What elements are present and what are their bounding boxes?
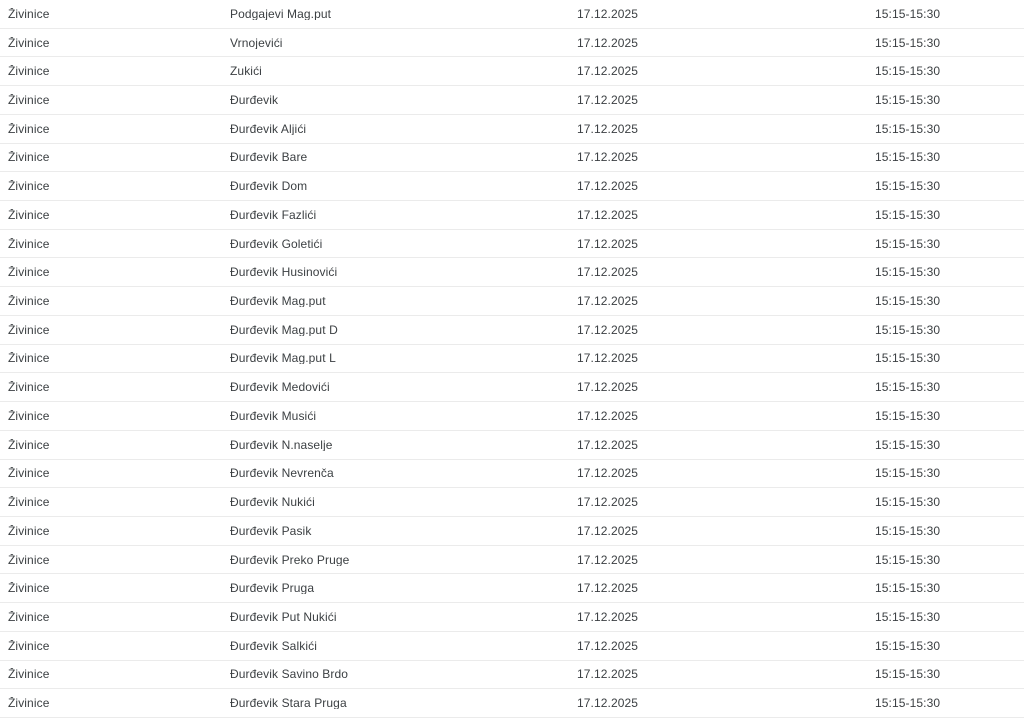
date-cell: 17.12.2025 <box>577 582 639 595</box>
table-row[interactable] <box>0 373 1024 402</box>
time-cell: 15:15-15:30 <box>875 151 941 164</box>
date-cell: 17.12.2025 <box>577 122 639 135</box>
place-cell: Đurđevik <box>230 94 279 107</box>
municipality-cell: Živinice <box>8 295 50 308</box>
place-cell: Đurđevik Musići <box>230 409 317 422</box>
place-cell: Đurđevik Husinovići <box>230 266 338 279</box>
place-cell: Đurđevik Aljići <box>230 122 307 135</box>
table-row[interactable] <box>0 632 1024 661</box>
place-cell: Đurđevik Mag.put <box>230 295 326 308</box>
place-cell: Đurđevik Savino Brdo <box>230 668 349 681</box>
time-cell: 15:15-15:30 <box>875 381 941 394</box>
place-cell: Đurđevik Stara Pruga <box>230 697 347 710</box>
municipality-cell: Živinice <box>8 381 50 394</box>
table-row[interactable] <box>0 402 1024 431</box>
date-cell: 17.12.2025 <box>577 323 639 336</box>
municipality-cell: Živinice <box>8 467 50 480</box>
table-row[interactable] <box>0 460 1024 489</box>
municipality-cell: Živinice <box>8 7 50 20</box>
date-cell: 17.12.2025 <box>577 438 639 451</box>
time-cell: 15:15-15:30 <box>875 438 941 451</box>
time-cell: 15:15-15:30 <box>875 467 941 480</box>
time-cell: 15:15-15:30 <box>875 180 941 193</box>
date-cell: 17.12.2025 <box>577 237 639 250</box>
table-row[interactable] <box>0 345 1024 374</box>
table-row[interactable] <box>0 258 1024 287</box>
table-row[interactable] <box>0 115 1024 144</box>
date-cell: 17.12.2025 <box>577 409 639 422</box>
place-cell: Đurđevik Pruga <box>230 582 315 595</box>
municipality-cell: Živinice <box>8 496 50 509</box>
municipality-cell: Živinice <box>8 94 50 107</box>
time-cell: 15:15-15:30 <box>875 668 941 681</box>
date-cell: 17.12.2025 <box>577 668 639 681</box>
date-cell: 17.12.2025 <box>577 7 639 20</box>
municipality-cell: Živinice <box>8 610 50 623</box>
municipality-cell: Živinice <box>8 237 50 250</box>
place-cell: Đurđevik Nukići <box>230 496 315 509</box>
table-row[interactable] <box>0 201 1024 230</box>
table-row[interactable] <box>0 431 1024 460</box>
date-cell: 17.12.2025 <box>577 496 639 509</box>
municipality-cell: Živinice <box>8 65 50 78</box>
table-row[interactable] <box>0 29 1024 58</box>
table-row[interactable] <box>0 689 1024 718</box>
time-cell: 15:15-15:30 <box>875 409 941 422</box>
date-cell: 17.12.2025 <box>577 381 639 394</box>
time-cell: 15:15-15:30 <box>875 553 941 566</box>
place-cell: Podgajevi Mag.put <box>230 7 332 20</box>
place-cell: Đurđevik N.naselje <box>230 438 333 451</box>
time-cell: 15:15-15:30 <box>875 295 941 308</box>
municipality-cell: Živinice <box>8 122 50 135</box>
time-cell: 15:15-15:30 <box>875 524 941 537</box>
municipality-cell: Živinice <box>8 352 50 365</box>
table-row[interactable] <box>0 488 1024 517</box>
municipality-cell: Živinice <box>8 266 50 279</box>
time-cell: 15:15-15:30 <box>875 94 941 107</box>
table-row[interactable] <box>0 86 1024 115</box>
time-cell: 15:15-15:30 <box>875 36 941 49</box>
municipality-cell: Živinice <box>8 323 50 336</box>
date-cell: 17.12.2025 <box>577 180 639 193</box>
time-cell: 15:15-15:30 <box>875 208 941 221</box>
time-cell: 15:15-15:30 <box>875 266 941 279</box>
time-cell: 15:15-15:30 <box>875 697 941 710</box>
municipality-cell: Živinice <box>8 208 50 221</box>
municipality-cell: Živinice <box>8 553 50 566</box>
date-cell: 17.12.2025 <box>577 266 639 279</box>
table-row[interactable] <box>0 0 1024 29</box>
date-cell: 17.12.2025 <box>577 65 639 78</box>
table-row[interactable] <box>0 517 1024 546</box>
municipality-cell: Živinice <box>8 409 50 422</box>
time-cell: 15:15-15:30 <box>875 352 941 365</box>
municipality-cell: Živinice <box>8 639 50 652</box>
municipality-cell: Živinice <box>8 524 50 537</box>
date-cell: 17.12.2025 <box>577 208 639 221</box>
place-cell: Đurđevik Put Nukići <box>230 610 337 623</box>
table-row[interactable] <box>0 144 1024 173</box>
table-row[interactable] <box>0 287 1024 316</box>
place-cell: Đurđevik Bare <box>230 151 308 164</box>
time-cell: 15:15-15:30 <box>875 610 941 623</box>
time-cell: 15:15-15:30 <box>875 639 941 652</box>
municipality-cell: Živinice <box>8 151 50 164</box>
date-cell: 17.12.2025 <box>577 639 639 652</box>
place-cell: Zukići <box>230 65 262 78</box>
table-row[interactable] <box>0 661 1024 690</box>
municipality-cell: Živinice <box>8 36 50 49</box>
date-cell: 17.12.2025 <box>577 467 639 480</box>
date-cell: 17.12.2025 <box>577 524 639 537</box>
table-row[interactable] <box>0 574 1024 603</box>
date-cell: 17.12.2025 <box>577 553 639 566</box>
time-cell: 15:15-15:30 <box>875 7 941 20</box>
place-cell: Đurđevik Goletići <box>230 237 323 250</box>
place-cell: Đurđevik Dom <box>230 180 308 193</box>
date-cell: 17.12.2025 <box>577 36 639 49</box>
place-cell: Vrnojevići <box>230 36 283 49</box>
place-cell: Đurđevik Nevrenča <box>230 467 334 480</box>
time-cell: 15:15-15:30 <box>875 496 941 509</box>
municipality-cell: Živinice <box>8 697 50 710</box>
place-cell: Đurđevik Medovići <box>230 381 330 394</box>
time-cell: 15:15-15:30 <box>875 122 941 135</box>
date-cell: 17.12.2025 <box>577 697 639 710</box>
municipality-cell: Živinice <box>8 668 50 681</box>
date-cell: 17.12.2025 <box>577 610 639 623</box>
place-cell: Đurđevik Preko Pruge <box>230 553 350 566</box>
table-row[interactable] <box>0 546 1024 575</box>
place-cell: Đurđevik Mag.put D <box>230 323 338 336</box>
table-row[interactable] <box>0 57 1024 86</box>
time-cell: 15:15-15:30 <box>875 237 941 250</box>
date-cell: 17.12.2025 <box>577 295 639 308</box>
time-cell: 15:15-15:30 <box>875 582 941 595</box>
table-row[interactable] <box>0 603 1024 632</box>
place-cell: Đurđevik Salkići <box>230 639 317 652</box>
table-row[interactable] <box>0 172 1024 201</box>
municipality-cell: Živinice <box>8 438 50 451</box>
time-cell: 15:15-15:30 <box>875 323 941 336</box>
table-row[interactable] <box>0 316 1024 345</box>
time-cell: 15:15-15:30 <box>875 65 941 78</box>
place-cell: Đurđevik Fazlići <box>230 208 317 221</box>
date-cell: 17.12.2025 <box>577 352 639 365</box>
date-cell: 17.12.2025 <box>577 94 639 107</box>
table-row[interactable] <box>0 230 1024 259</box>
municipality-cell: Živinice <box>8 582 50 595</box>
municipality-cell: Živinice <box>8 180 50 193</box>
place-cell: Đurđevik Pasik <box>230 524 312 537</box>
date-cell: 17.12.2025 <box>577 151 639 164</box>
place-cell: Đurđevik Mag.put L <box>230 352 336 365</box>
